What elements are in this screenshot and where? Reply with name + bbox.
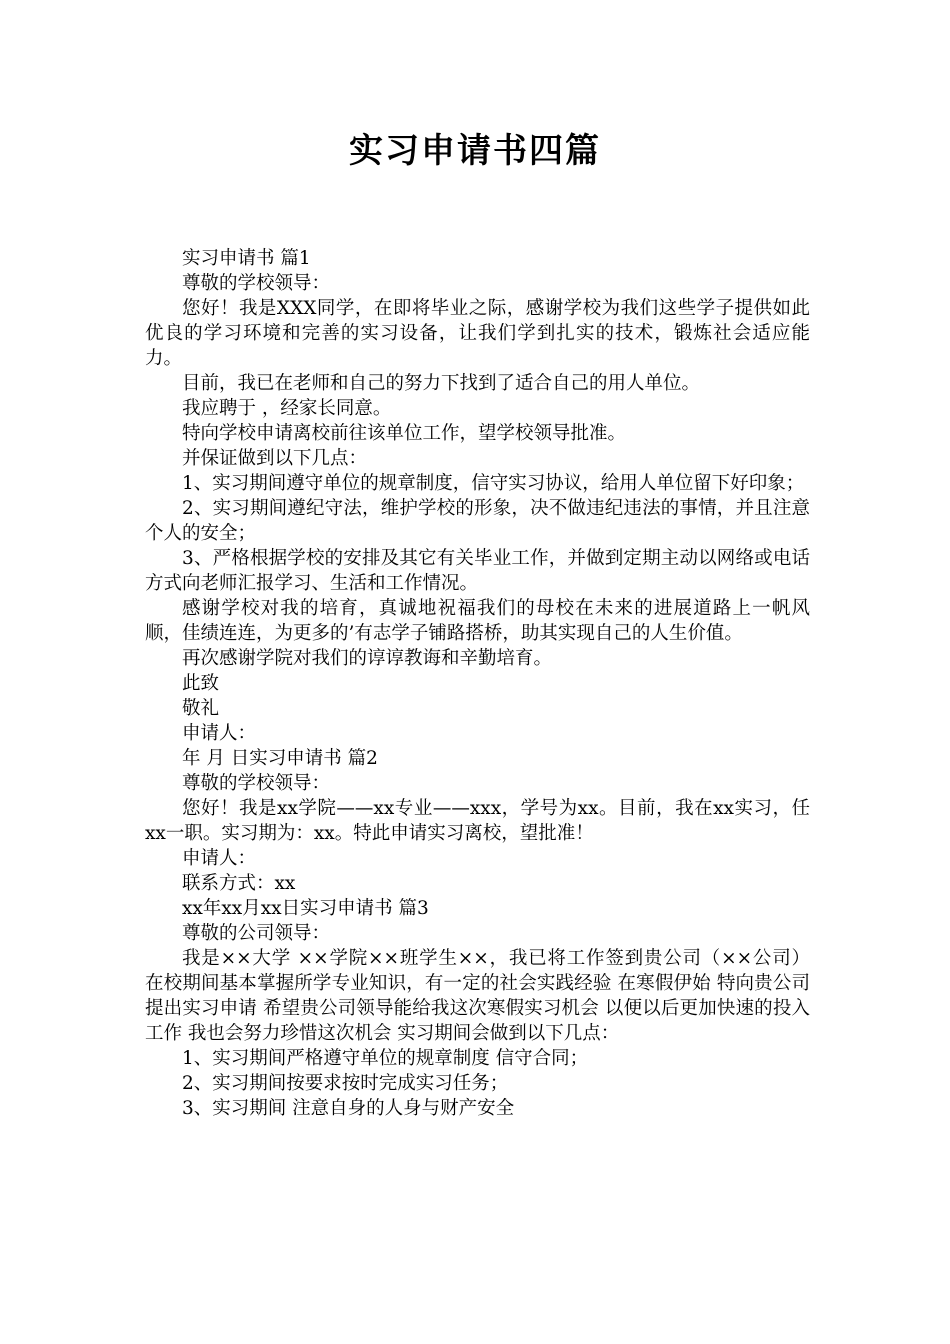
paragraph: 并保证做到以下几点： bbox=[182, 448, 368, 469]
paragraph: 您好！我是XXX同学，在即将毕业之际，感谢学校为我们这些学子提供如此优良的学习环境和完善的实习设备，让我们学到扎实的技术，锻炼社会适应能力。 bbox=[145, 298, 810, 369]
contact-line: 联系方式：xx bbox=[182, 873, 296, 894]
list-item: 1、实习期间遵守单位的规章制度，信守实习协议，给用人单位留下好印象； bbox=[182, 473, 805, 494]
paragraph: 我应聘于 ，经家长同意。 bbox=[182, 398, 392, 419]
signature-line: 申请人： bbox=[182, 848, 257, 869]
document-body bbox=[145, 246, 810, 1121]
paragraph: 我是××大学 ××学院××班学生××，我已将工作签到贵公司（××公司） 在校期间基本掌握所学专业知识，有一定的社会实践经验 在寒假伊始 特向贵公司提出实习申请 希望贵公司领导能给我这次寒假实习机会 以便以后更加快速的投入工作 我也会努力珍惜这次机会 实习期间会做到以下几点： bbox=[145, 948, 810, 1044]
section-heading-2: 年 月 日实习申请书 篇2 bbox=[182, 748, 378, 769]
closing: 此致 bbox=[182, 673, 220, 694]
section-heading-1: 实习申请书 篇1 bbox=[182, 248, 311, 269]
salutation: 尊敬的学校领导： bbox=[182, 773, 331, 794]
section-heading-3: xx年xx月xx日实习申请书 篇3 bbox=[182, 898, 429, 919]
paragraph: 感谢学校对我的培育，真诚地祝福我们的母校在未来的进展道路上一帆风顺，佳绩连连，为更多的’有志学子铺路搭桥，助其实现自己的人生价值。 bbox=[145, 598, 810, 644]
paragraph: 您好！我是xx学院——xx专业——xxx，学号为xx。目前，我在xx实习，任xx一职。实习期为：xx。特此申请实习离校，望批准！ bbox=[145, 798, 810, 844]
list-item: 2、实习期间按要求按时完成实习任务； bbox=[182, 1073, 509, 1094]
list-item: 1、实习期间严格遵守单位的规章制度 信守合同； bbox=[182, 1048, 589, 1069]
paragraph: 特向学校申请离校前往该单位工作，望学校领导批准。 bbox=[182, 423, 627, 444]
paragraph: 目前，我已在老师和自己的努力下找到了适合自己的用人单位。 bbox=[182, 373, 701, 394]
signature-line: 申请人： bbox=[182, 723, 257, 744]
document-title: 实习申请书四篇 bbox=[349, 131, 601, 171]
salutation: 尊敬的学校领导： bbox=[182, 273, 331, 294]
closing: 敬礼 bbox=[182, 698, 220, 719]
list-item: 2、实习期间遵纪守法，维护学校的形象，决不做违纪违法的事情，并且注意个人的安全； bbox=[145, 498, 810, 544]
list-item: 3、实习期间 注意自身的人身与财产安全 bbox=[182, 1098, 515, 1119]
list-item: 3、严格根据学校的安排及其它有关毕业工作，并做到定期主动以网络或电话方式向老师汇报学习、生活和工作情况。 bbox=[145, 548, 810, 594]
paragraph: 再次感谢学院对我们的谆谆教诲和辛勤培育。 bbox=[182, 648, 553, 669]
salutation: 尊敬的公司领导： bbox=[182, 923, 331, 944]
